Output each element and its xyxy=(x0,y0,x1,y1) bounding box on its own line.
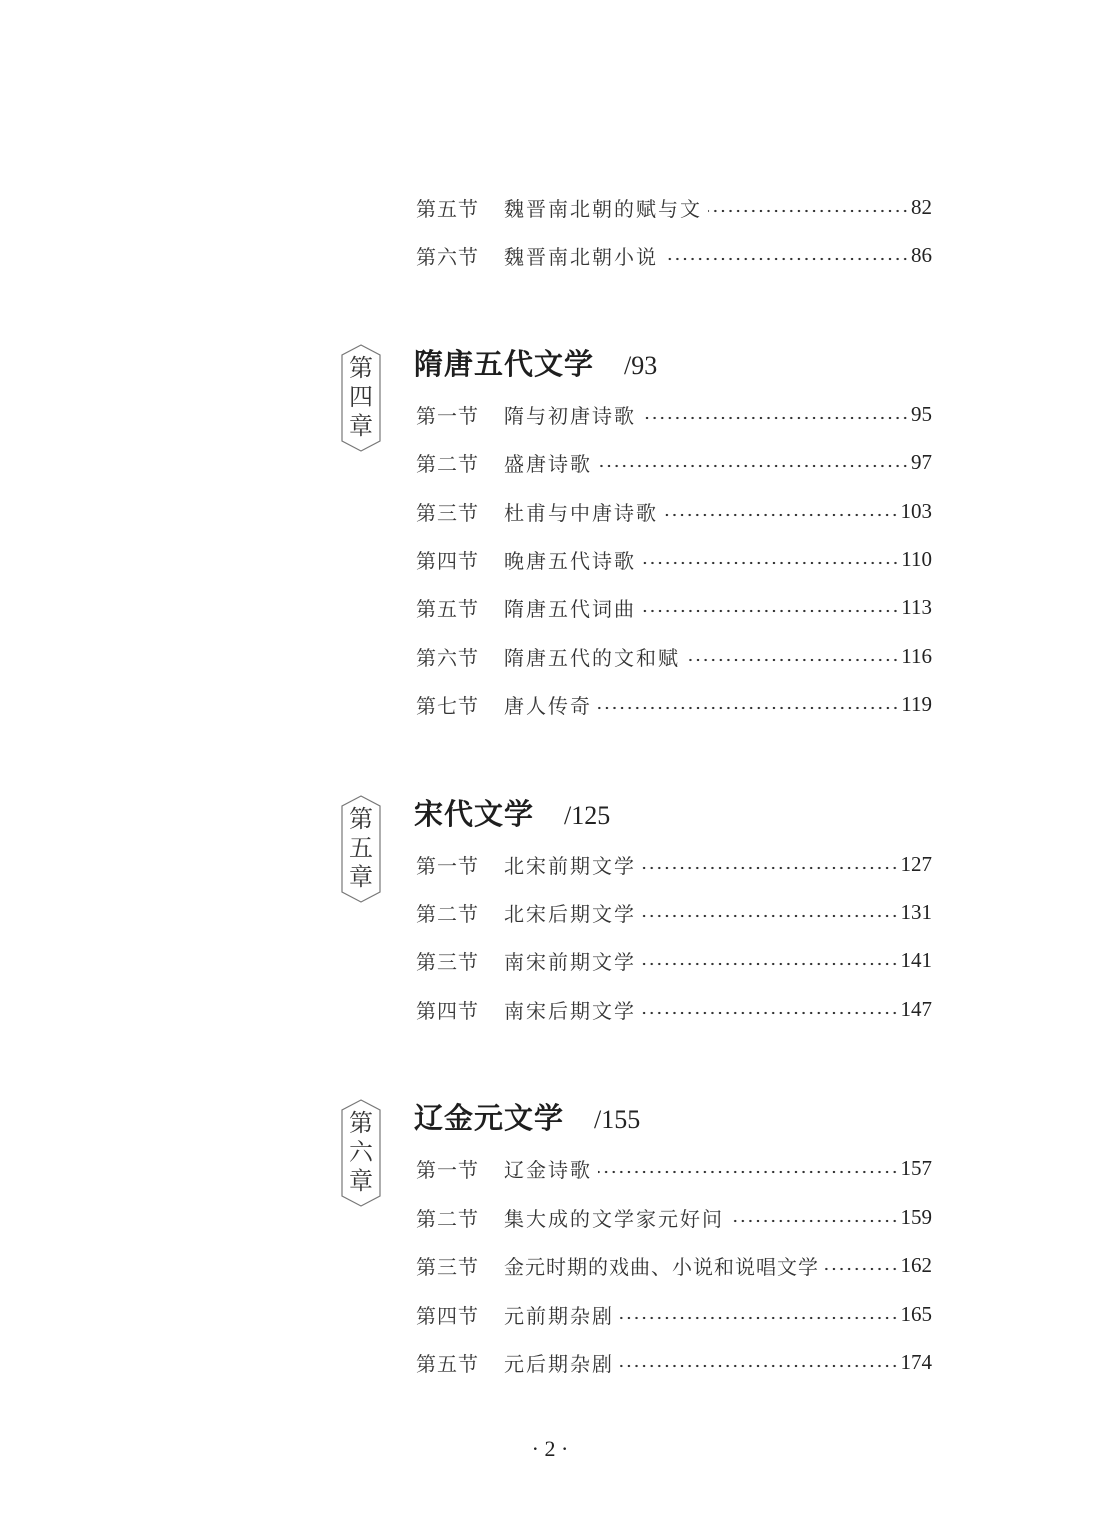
toc-entry[interactable] xyxy=(416,897,932,927)
page-number: 86 xyxy=(911,242,932,267)
page-number: 131 xyxy=(900,899,932,924)
toc-entry[interactable] xyxy=(416,945,932,975)
badge-char: 五 xyxy=(349,834,373,862)
page-number: 95 xyxy=(911,401,932,426)
section-number: 第四节 xyxy=(416,1303,479,1328)
section-title: 隋与初唐诗歌 xyxy=(504,403,636,428)
chapter-page: /125 xyxy=(564,801,611,830)
page-number: 159 xyxy=(900,1204,932,1229)
section-title: 唐人传奇 xyxy=(504,693,592,718)
section-title: 魏晋南北朝小说 xyxy=(504,244,658,269)
section-number: 第六节 xyxy=(416,645,479,670)
section-title: 集大成的文学家元好问 xyxy=(504,1206,724,1231)
section-title: 北宋后期文学 xyxy=(504,901,636,926)
toc-entry[interactable] xyxy=(416,192,932,222)
chapter-heading[interactable] xyxy=(414,342,657,382)
dot-leader xyxy=(642,609,899,613)
page-number: 162 xyxy=(900,1252,932,1277)
toc-entry[interactable] xyxy=(416,994,932,1024)
section-title: 北宋前期文学 xyxy=(504,853,636,878)
chapter-badge xyxy=(340,795,382,903)
dot-leader xyxy=(598,1170,899,1174)
page-number: 157 xyxy=(900,1155,932,1180)
section-number: 第四节 xyxy=(416,998,479,1023)
toc-entry[interactable] xyxy=(416,496,932,526)
section-number: 第一节 xyxy=(416,853,479,878)
section-number: 第二节 xyxy=(416,901,479,926)
chapter-badge xyxy=(340,344,382,452)
page-number: 97 xyxy=(911,449,932,474)
page-number: 103 xyxy=(900,498,932,523)
dot-leader xyxy=(642,416,909,420)
toc-entry[interactable] xyxy=(416,1347,932,1377)
badge-char: 第 xyxy=(349,354,373,382)
section-number: 第一节 xyxy=(416,1157,479,1182)
toc-entry[interactable] xyxy=(416,1250,932,1280)
badge-char: 章 xyxy=(349,863,373,891)
section-number: 第一节 xyxy=(416,403,479,428)
dot-leader xyxy=(598,706,899,710)
badge-char: 第 xyxy=(349,1109,373,1137)
chapter-page: /93 xyxy=(624,351,658,380)
section-title: 金元时期的戏曲、小说和说唱文学 xyxy=(504,1254,819,1279)
toc-entry[interactable] xyxy=(416,240,932,270)
section-title: 魏晋南北朝的赋与文 xyxy=(504,196,702,221)
section-title: 辽金诗歌 xyxy=(504,1157,592,1182)
section-title: 隋唐五代的文和赋 xyxy=(504,645,680,670)
toc-entry[interactable] xyxy=(416,1153,932,1183)
badge-char: 第 xyxy=(349,805,373,833)
section-number: 第七节 xyxy=(416,693,479,718)
dot-leader xyxy=(825,1267,899,1271)
section-number: 第二节 xyxy=(416,451,479,476)
dot-leader xyxy=(664,257,909,261)
toc-entry[interactable] xyxy=(416,641,932,671)
chapter-heading[interactable] xyxy=(414,1096,640,1136)
chapter-title: 隋唐五代文学 xyxy=(414,347,595,381)
page-number: 110 xyxy=(901,546,932,571)
section-number: 第三节 xyxy=(416,500,479,525)
toc-entry[interactable] xyxy=(416,1202,932,1232)
page-number: 147 xyxy=(900,996,932,1021)
section-title: 晚唐五代诗歌 xyxy=(504,548,636,573)
toc-entry[interactable] xyxy=(416,592,932,622)
dot-leader xyxy=(686,658,899,662)
section-title: 杜甫与中唐诗歌 xyxy=(504,500,658,525)
dot-leader xyxy=(620,1316,899,1320)
dot-leader xyxy=(642,914,899,918)
page-number: 116 xyxy=(901,643,932,668)
dot-leader xyxy=(730,1219,899,1223)
section-number: 第三节 xyxy=(416,1254,479,1279)
section-number: 第二节 xyxy=(416,1206,479,1231)
dot-leader xyxy=(708,209,909,213)
section-title: 盛唐诗歌 xyxy=(504,451,592,476)
section-title: 南宋前期文学 xyxy=(504,949,636,974)
dot-leader xyxy=(598,464,909,468)
section-title: 隋唐五代词曲 xyxy=(504,596,636,621)
section-title: 南宋后期文学 xyxy=(504,998,636,1023)
chapter-page: /155 xyxy=(594,1105,641,1134)
page-number: 165 xyxy=(900,1301,932,1326)
dot-leader xyxy=(642,1011,899,1015)
toc-entry[interactable] xyxy=(416,1299,932,1329)
page-number: 141 xyxy=(900,947,932,972)
toc-entry[interactable] xyxy=(416,447,932,477)
toc-entry[interactable] xyxy=(416,544,932,574)
toc-entry[interactable] xyxy=(416,399,932,429)
section-number: 第五节 xyxy=(416,596,479,621)
dot-leader xyxy=(664,513,899,517)
page-number: 113 xyxy=(901,594,932,619)
chapter-title: 辽金元文学 xyxy=(414,1101,565,1135)
section-number: 第四节 xyxy=(416,548,479,573)
page-number: 127 xyxy=(900,851,932,876)
toc-entry[interactable] xyxy=(416,689,932,719)
section-number: 第五节 xyxy=(416,196,479,221)
dot-leader xyxy=(642,561,899,565)
section-title: 元后期杂剧 xyxy=(504,1351,614,1376)
badge-char: 章 xyxy=(349,1167,373,1195)
chapter-heading[interactable] xyxy=(414,792,610,832)
page-number: 119 xyxy=(901,691,932,716)
badge-char: 六 xyxy=(349,1138,373,1166)
section-title: 元前期杂剧 xyxy=(504,1303,614,1328)
dot-leader xyxy=(620,1364,899,1368)
section-number: 第五节 xyxy=(416,1351,479,1376)
badge-char: 章 xyxy=(349,412,373,440)
chapter-title: 宋代文学 xyxy=(414,797,535,831)
toc-entry[interactable] xyxy=(416,849,932,879)
section-number: 第三节 xyxy=(416,949,479,974)
dot-leader xyxy=(642,962,899,966)
dot-leader xyxy=(642,866,899,870)
page-number: 174 xyxy=(900,1349,932,1374)
chapter-badge xyxy=(340,1099,382,1207)
page-number: 82 xyxy=(911,194,932,219)
page-footer-number: · 2 · xyxy=(531,1436,569,1461)
section-number: 第六节 xyxy=(416,244,479,269)
badge-char: 四 xyxy=(349,383,373,411)
